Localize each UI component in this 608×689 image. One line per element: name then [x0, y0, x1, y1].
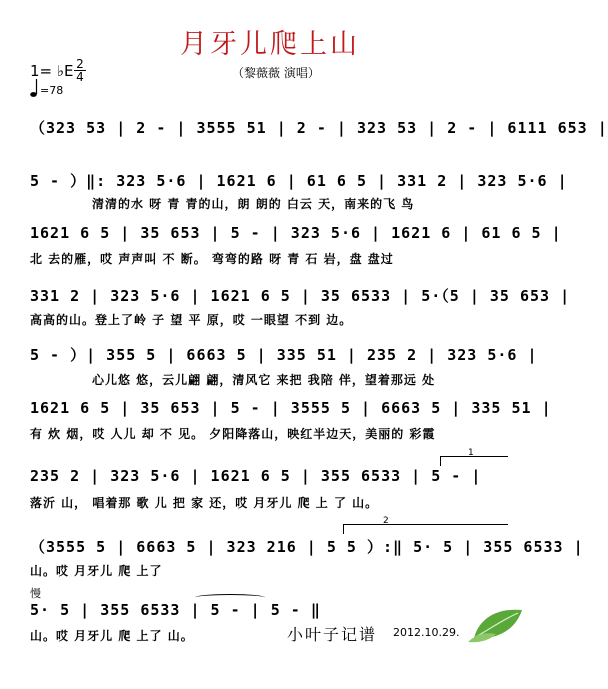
volta-bracket-2-tick: [343, 524, 344, 534]
lyric-row-6: 有 炊 烟，哎 人儿 却 不 见。 夕阳降落山，映红半边天，美丽的 彩霞: [30, 427, 436, 441]
song-title: 月牙儿爬上山: [180, 29, 360, 60]
notation-row-4: 331 2 | 323 5·6 | 1621 6 5 | 35 6533 | 5·（5 | 35 653 |: [30, 287, 571, 305]
time-signature-top: 2: [76, 57, 84, 71]
notation-row-6: 1621 6 5 | 35 653 | 5 - | 3555 5 | 6663 5 | 335 51 |: [30, 399, 552, 417]
singer-credit: （黎薇薇 演唱）: [232, 66, 320, 80]
volta-bracket-2: [343, 524, 508, 525]
volta-number-2: 2: [383, 516, 389, 526]
tempo-mark: =78: [40, 84, 64, 97]
quarter-note-icon: [30, 78, 38, 98]
lyric-row-8: 山。哎 月牙儿 爬 上了: [30, 564, 163, 578]
lyric-row-9: 山。哎 月牙儿 爬 上了 山。: [30, 629, 194, 643]
lyric-row-2: 清清的水 呀 青 青的山，朗 朗的 白云 天，南来的飞 鸟: [92, 197, 415, 211]
lyric-row-4: 高高的山。登上了岭 子 望 平 原，哎 一眼望 不到 边。: [30, 313, 353, 327]
slur-final: [195, 594, 265, 601]
leaf-icon: [466, 604, 526, 644]
lyric-row-3: 北 去的雁，哎 声声叫 不 断。 弯弯的路 呀 青 石 岩，盘 盘过: [30, 252, 394, 266]
notation-row-2: 5 - ）‖: 323 5·6 | 1621 6 | 61 6 5 | 331 2 | 323 5·6 |: [30, 172, 568, 190]
volta-bracket-1: [440, 456, 508, 457]
notation-row-3: 1621 6 5 | 35 653 | 5 - | 323 5·6 | 1621 6 | 61 6 5 |: [30, 224, 562, 242]
lyric-row-5: 心儿悠 悠，云儿翩 翩，清风它 来把 我陪 伴，望着那远 处: [92, 373, 436, 387]
notation-row-8: （3555 5 | 6663 5 | 323 216 | 5 5 ）:‖ 5· 5 | 355 6533 |: [30, 538, 584, 556]
notation-row-7: 235 2 | 323 5·6 | 1621 6 5 | 355 6533 | 5 - |: [30, 467, 482, 485]
lyric-row-7: 落沂 山， 唱着那 歌 儿 把 家 还，哎 月牙儿 爬 上 了 山。: [30, 496, 379, 510]
notation-row-9: 5· 5 | 355 6533 | 5 - | 5 - ‖: [30, 601, 321, 619]
volta-number-1: 1: [468, 448, 474, 458]
time-signature-bottom: 4: [76, 70, 84, 84]
slow-tempo-mark: 慢: [30, 587, 41, 600]
volta-bracket-1-tick: [440, 456, 441, 466]
key-signature: 1= ♭E: [30, 62, 74, 80]
transcriber-signature: 小叶子记谱: [287, 625, 378, 644]
notation-row-5: 5 - ）| 355 5 | 6663 5 | 335 51 | 235 2 | 323 5·6 |: [30, 346, 538, 364]
notation-row-1: （323 53 | 2 - | 3555 51 | 2 - | 323 53 | 2 - | 6111 653 |: [30, 119, 608, 137]
time-signature: [74, 58, 86, 83]
transcription-date: 2012.10.29.: [393, 626, 460, 639]
